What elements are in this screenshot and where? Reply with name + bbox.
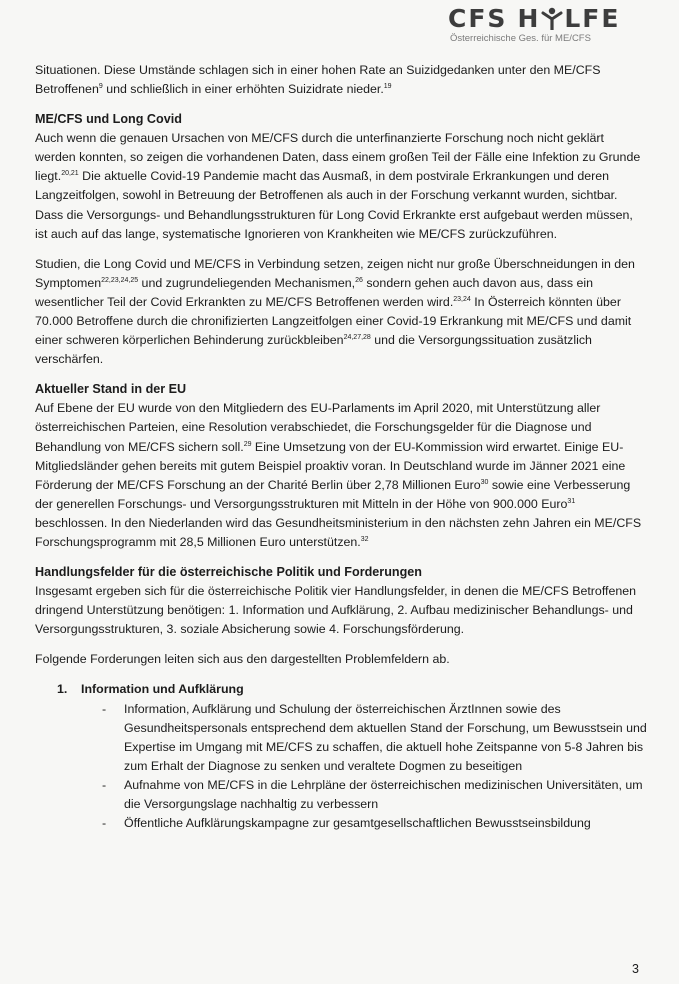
- intro-paragraph: Situationen. Diese Umstände schlagen sich in einer hohen Rate an Suizidgedanken unter den ME/CFS Betroffenen$^9$ und schließlich in einer erhöhten Suizidrate nieder.$^{19}$: [35, 63, 601, 97]
- footnote-ref: 20,21: [61, 170, 79, 178]
- heading-eu-status: Aktueller Stand in der EU: [35, 382, 187, 397]
- logo-text-lfe: LFE: [564, 4, 621, 33]
- footnote-ref: 32: [360, 535, 369, 543]
- footnote-ref: 24,27,28: [343, 334, 371, 341]
- footnote-ref: 23,24: [453, 295, 471, 303]
- heading-policy: Handlungsfelder für die österreichische Politik und Forderungen: [35, 565, 422, 580]
- footnote-ref: 30: [480, 478, 489, 486]
- footnote-ref: 9: [98, 82, 103, 90]
- footnote-ref: 22,23,24,25: [101, 276, 139, 284]
- paragraph-longcovid-1: Auch wenn die genauen Ursachen von ME/CFS durch die unterfinanzierte Forschung noch nicht geklärt werden konnten, so zeigen die vorhandenen Daten, dass einem großen Teil der Fälle eine Infektion zu Grunde liegt.$^{20,21}$ Die aktuelle Covid-19 Pandemie macht das Ausmaß, in dem postvirale Erkrankungen und deren Langzeitfolgen, sowohl in Betreuung der Betroffenen als auch in der Forschung verkannt wurden, sichtbar. Dass die Versorgungs- und Behandlungsstrukturen für Long Covid Erkrankte erst aufgebaut werden müssen, ist auch auf das lange, systematische Ignorieren von Krankheiten wie ME/CFS zurückzuführen.: [35, 131, 641, 241]
- paragraph-policy-2: Folgende Forderungen leiten sich aus den dargestellten Problemfeldern ab.: [35, 652, 450, 667]
- demand-bullets: [102, 700, 647, 834]
- page-number: 3: [632, 962, 639, 976]
- list-item: - Information, Aufklärung und Schulung der österreichischen ÄrztInnen sowie des Gesundheitspersonals entsprechend dem aktuellen Stand der Forschung, um Bewusstsein und Expertise im Umgang mit ME/CFS zu schaffen, die aktuell hohe Zeitspanne von 5-8 Jahren bis zum Erhalt der Diagnose zu senken und veraltete Dogmen zu beseitigen: [102, 701, 647, 773]
- cfs-hilfe-logo: [448, 6, 663, 44]
- footnote-ref: 29: [243, 440, 252, 448]
- list-item: - Aufnahme von ME/CFS in die Lehrpläne der österreichischen medizinischen Universitäten, um die Versorgungslage nachhaltig zu verbessern: [102, 777, 643, 811]
- footnote-ref: 26: [355, 276, 363, 284]
- heading-mecfs-long-covid: ME/CFS und Long Covid: [35, 112, 182, 127]
- paragraph-policy-1: Insgesamt ergeben sich für die österreichische Politik vier Handlungsfelder, in denen die ME/CFS Betroffenen dringend Unterstützung benötigen: 1. Information und Aufklärung, 2. Aufbau medizinischer Behandlungs- und Versorgungsstrukturen, 3. soziale Absicherung sowie 4. Forschungsförderung.: [35, 584, 637, 637]
- footnote-ref: 31: [567, 497, 576, 505]
- paragraph-eu: Auf Ebene der EU wurde von den Mitgliedern des EU-Parlaments im April 2020, mit Unterstützung aller österreichischen Parteien, eine Resolution verabschiedet, die Forschungsgelder für die Diagnose und Behandlung von ME/CFS sichern soll.$^{29}$ Eine Umsetzung von der EU-Kommission wird erwartet. Einige EU-Mitgliedsländer gehen bereits mit gutem Beispiel proaktiv voran. In Deutschland wurde im Jänner 2021 eine Förderung der ME/CFS Forschung an der Charité Berlin über 2,78 Millionen Euro$^{30}$ sowie eine Verbesserung der generellen Forschungs- und Versorgungsstrukturen mit Mitteln in der Höhe von 900.000 Euro$^{31}$ beschlossen. In den Niederlanden wird das Gesundheitsministerium in den nächsten zehn Jahren ein ME/CFS Forschungsprogramm mit 28,5 Millionen Euro unterstützen.$^{32}$: [35, 401, 642, 549]
- list-item: - Öffentliche Aufklärungskampagne zur gesamtgesellschaftlichen Bewusstseinsbildung: [102, 816, 591, 831]
- document-body: [35, 61, 647, 833]
- paragraph-longcovid-2: Studien, die Long Covid und ME/CFS in Verbindung setzen, zeigen nicht nur große Überschneidungen in den Symptomen$^{22,23,24,25}$ und zugrundeliegenden Mechanismen,$^{26}$ sondern gehen auch davon aus, dass ein wesentlicher Teil der Covid Erkrankten zu ME/CFS Betroffenen werden wird.$^{23,24}$ In Österreich könnten über 70.000 Betroffene durch die chronifizierten Langzeitfolgen einer Covid-19 Erkrankung mit ME/CFS und damit einer schweren körperlichen Behinderung zurückbleiben$^{24,27,28}$ und die Versorgungssituation zusätzlich verschärfen.: [35, 256, 635, 367]
- demand-item-title: 1. Information und Aufklärung: [57, 682, 244, 697]
- demands-list: [35, 680, 647, 833]
- person-figure-icon: [541, 7, 563, 31]
- logo-text-h: H: [517, 4, 541, 33]
- logo-wordmark: [448, 6, 663, 32]
- logo-subtitle: Österreichische Ges. für ME/CFS: [450, 33, 591, 44]
- footnote-ref: 19: [383, 82, 392, 90]
- logo-text-cfs: CFS: [448, 4, 508, 33]
